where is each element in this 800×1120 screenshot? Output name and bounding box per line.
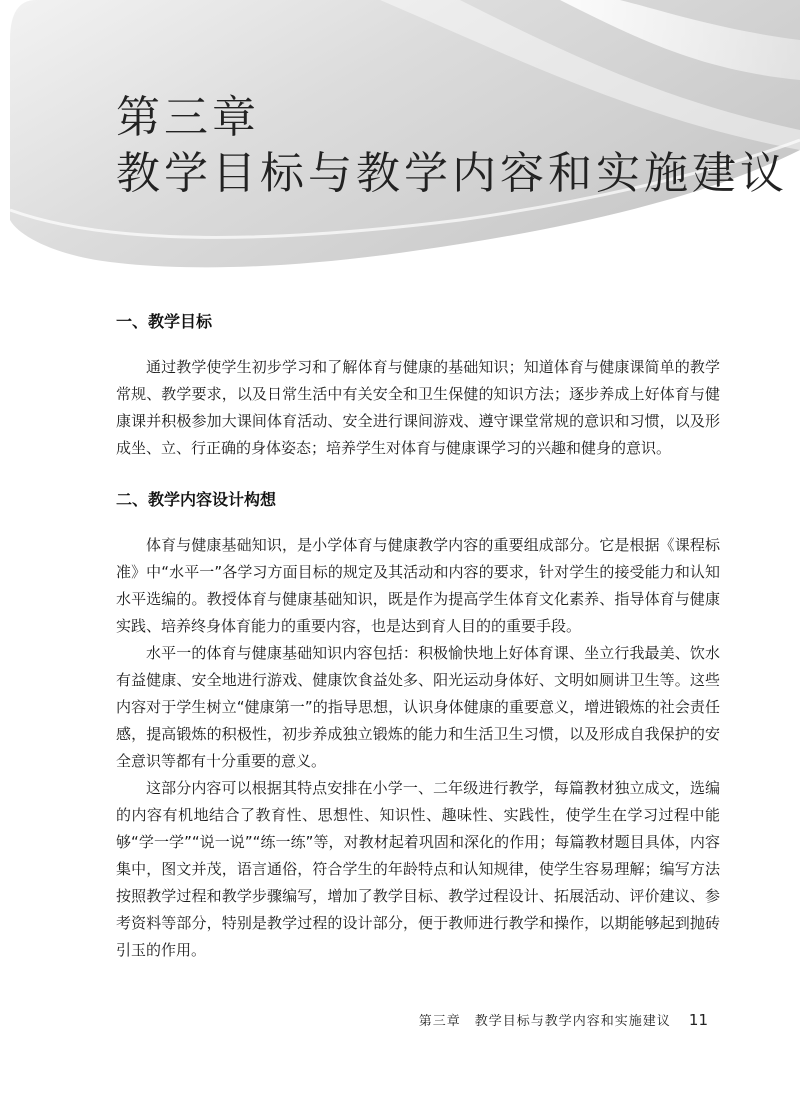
chapter-title: 教学目标与教学内容和实施建议 xyxy=(116,148,788,199)
paragraph: 水平一的体育与健康基础知识内容包括：积极愉快地上好体育课、坐立行我最美、饮水有益健康、安全地进行游戏、健康饮食益处多、阳光运动身体好、文明如厕讲卫生等。这些内容对于学生树立“健康第一”的指导思想，认识身体健康的重要意义，增进锻炼的社会责任感，提高锻炼的积极性，初步养成独立锻炼的能力和生活卫生习惯，以及形成自我保护的安全意识等都有十分重要的意义。 xyxy=(116,644,720,770)
paragraph: 这部分内容可以根据其特点安排在小学一、二年级进行教学，每篇教材独立成文，选编的内容有机地结合了教育性、思想性、知识性、趣味性、实践性，使学生在学习过程中能够“学一学”“说一说”“练一练”等，对教材起着巩固和深化的作用；每篇教材题目具体，内容集中，图文并茂，语言通俗，符合学生的年龄特点和认知规律，使学生容易理解；编写方法按照教学过程和教学步骤编写，增加了教学目标、教学过程设计、拓展活动、评价建议、参考资料等部分，特别是教学过程的设计部分，便于教师进行教学和操作，以期能够起到抛砖引玉的作用。 xyxy=(116,779,720,959)
paragraph: 体育与健康基础知识，是小学体育与健康教学内容的重要组成部分。它是根据《课程标准》中“水平一”各学习方面目标的规定及其活动和内容的要求，针对学生的接受能力和认知水平选编的。教授体育与健康基础知识，既是作为提高学生体育文化素养、指导体育与健康实践、培养终身体育能力的重要内容，也是达到育人目的的重要手段。 xyxy=(116,536,720,635)
page-number: 11 xyxy=(688,1011,708,1029)
paragraph: 通过教学使学生初步学习和了解体育与健康的基础知识；知道体育与健康课简单的教学常规、教学要求，以及日常生活中有关安全和卫生保健的知识方法；逐步养成上好体育与健康课并积极参加大课间体育活动、安全进行课间游戏、遵守课堂常规的意识和习惯，以及形成坐、立、行正确的身体姿态；培养学生对体育与健康课学习的兴趣和健身的意识。 xyxy=(116,358,720,457)
main-content xyxy=(116,300,720,964)
page-footer xyxy=(419,1010,708,1029)
section-heading: 二、教学内容设计构想 xyxy=(116,490,277,509)
section-heading: 一、教学目标 xyxy=(116,312,213,331)
chapter-label: 第三章 xyxy=(116,92,260,143)
running-title: 第三章 教学目标与教学内容和实施建议 xyxy=(418,1014,671,1029)
